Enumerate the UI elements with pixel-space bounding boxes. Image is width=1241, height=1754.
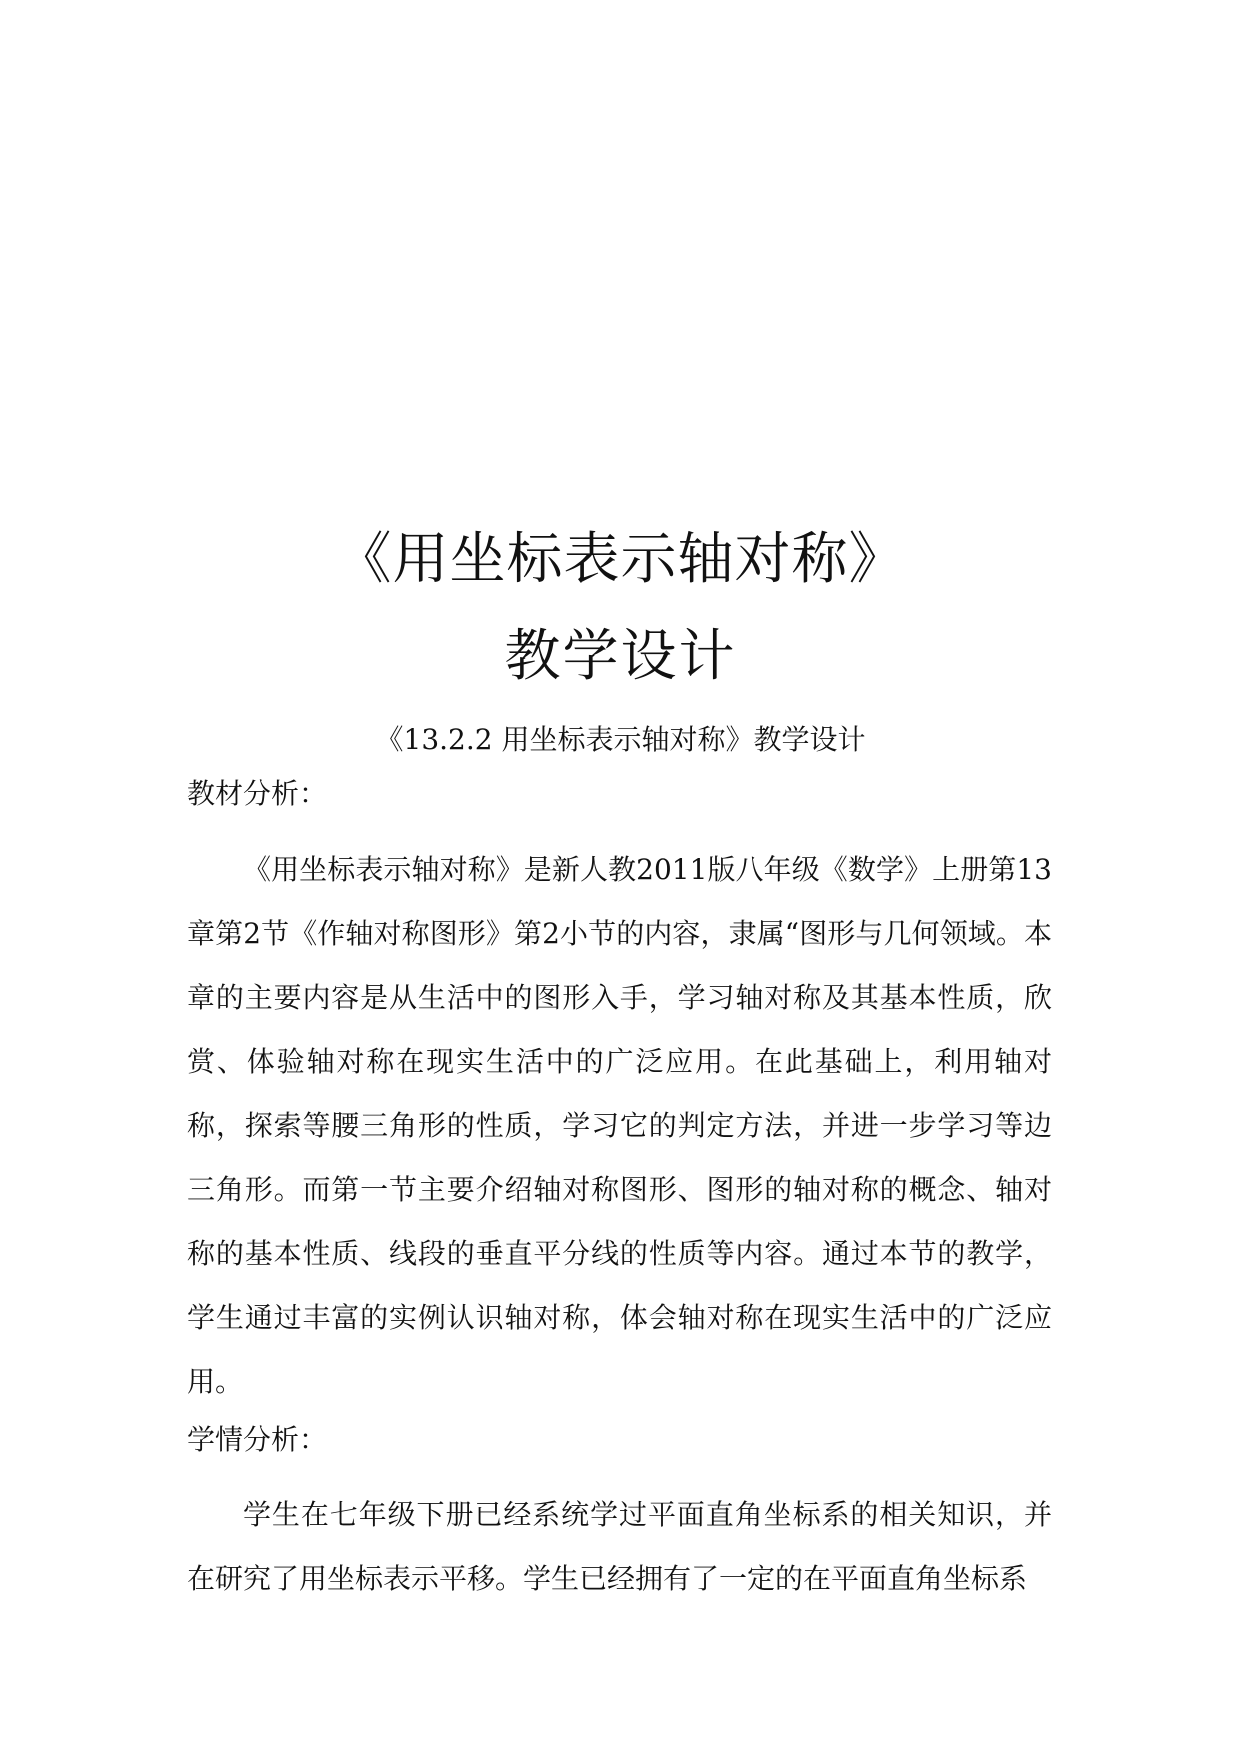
section-body-textbook-analysis: 《用坐标表示轴对称》是新人教2011版八年级《数学》上册第13章第2节《作轴对称图形》第2小节的内容，隶属“图形与几何领域。本章的主要内容是从生活中的图形入手，学习轴对称及其基本性质，欣赏、体验轴对称在现实生活中的广泛应用。在此基础上，利用轴对称，探索等腰三角形的性质，学习它的判定方法，并进一步学习等边三角形。而第一节主要介绍轴对称图形、图形的轴对称的概念、轴对称的基本性质、线段的垂直平分线的性质等内容。通过本节的教学，学生通过丰富的实例认识轴对称，体会轴对称在现实生活中的广泛应用。 <box>187 853 1052 1398</box>
document-title: 《用坐标表示轴对称》 <box>335 527 906 592</box>
document-title-line2: 教学设计 <box>504 624 737 689</box>
document-subtitle: 《13.2.2 用坐标表示轴对称》教学设计 <box>375 723 866 756</box>
section-heading-textbook-analysis: 教材分析： <box>187 777 328 810</box>
section-heading-learner-analysis: 学情分析： <box>187 1423 328 1456</box>
section-body-learner-analysis: 学生在七年级下册已经系统学过平面直角坐标系的相关知识，并在研究了用坐标表示平移。学生已经拥有了一定的在平面直角坐标系 <box>187 1498 1052 1595</box>
